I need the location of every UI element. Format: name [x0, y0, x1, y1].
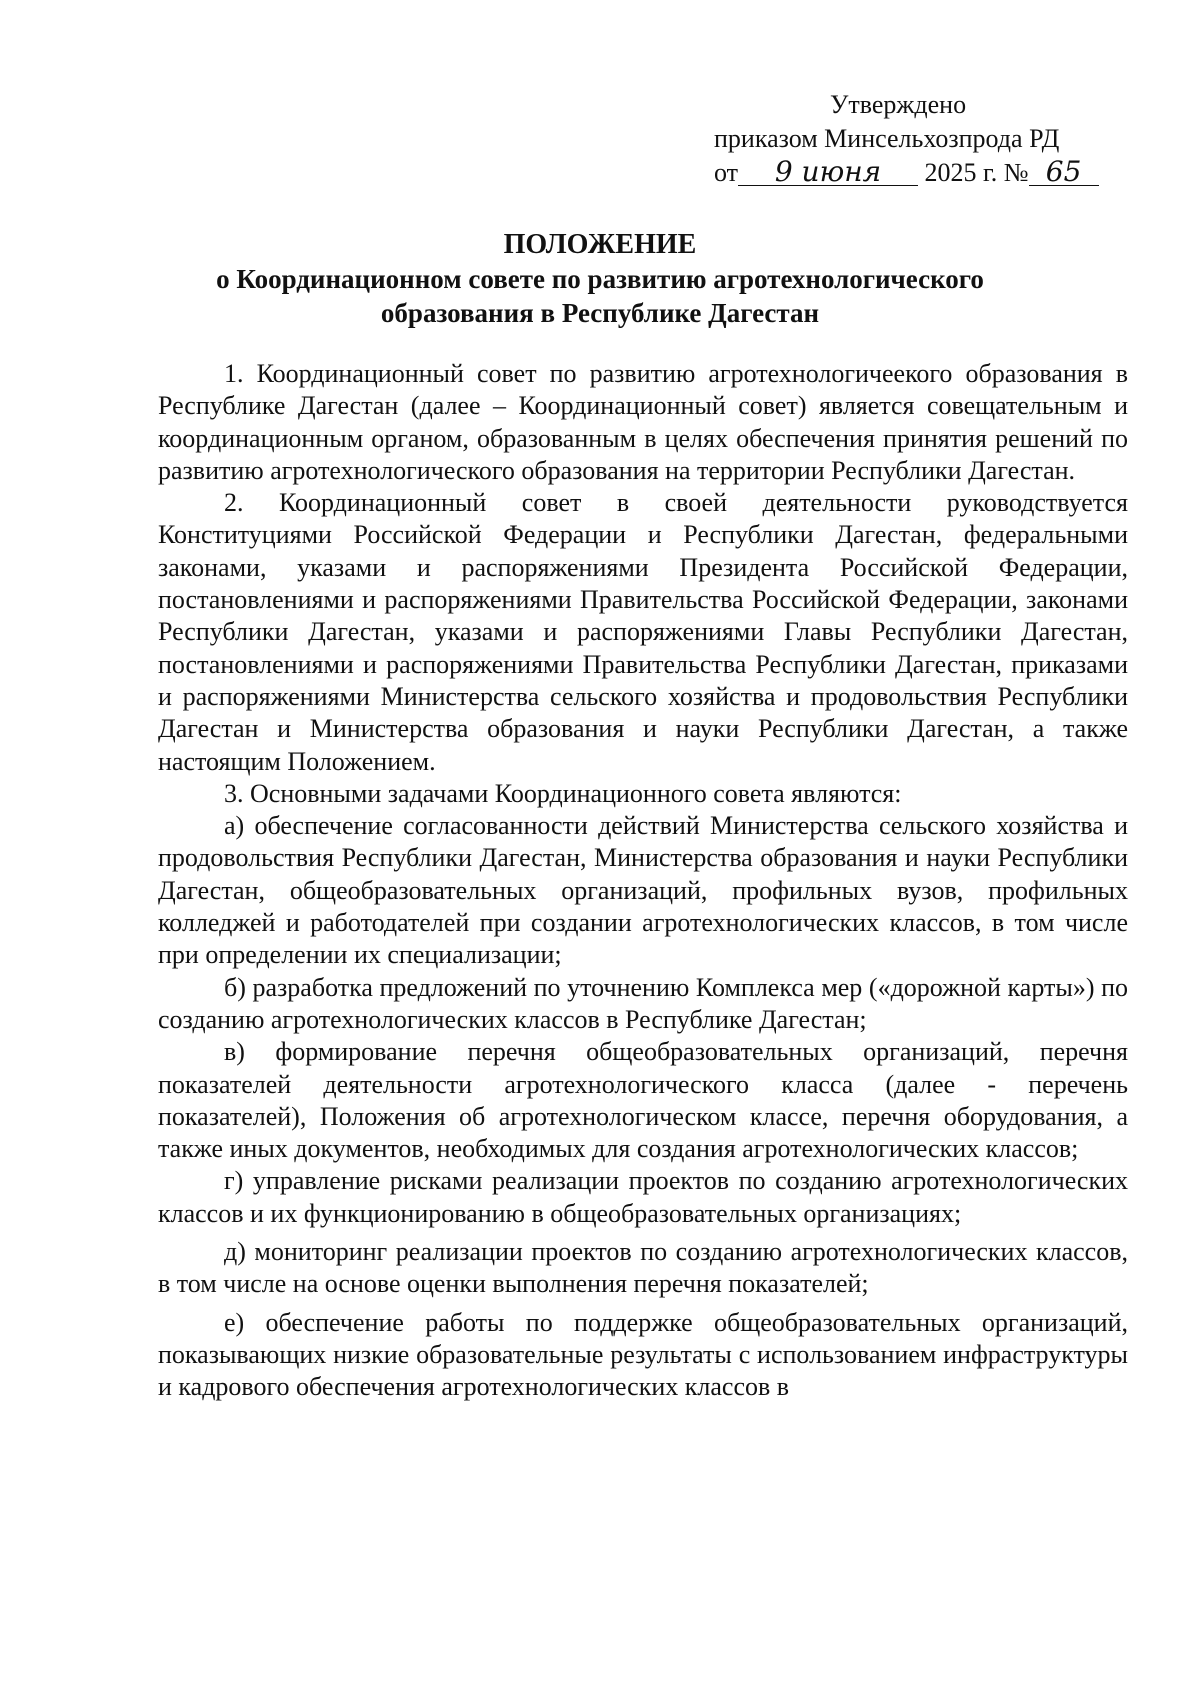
- paragraph-3b: б) разработка предложений по уточнению Комплекса мер («дорожной карты») по созданию агротехнологических классов в Республике Дагестан;: [158, 972, 1128, 1034]
- approval-stamp: [714, 88, 1134, 190]
- approval-year: 2025 г. №: [924, 158, 1029, 187]
- paragraph-3e: е) обеспечение работы по поддержке общеобразовательных организаций, показывающих низкие образовательные результаты с использованием инфраструктуры и кадрового обеспечения агротехнологических классов в: [158, 1307, 1128, 1402]
- paragraph-1: 1. Координационный совет по развитию агротехнологичеекого образования в Республике Дагестан (далее – Координационный совет) является совещательным и координационным органом, образованным в целях обеспечения принятия решений по развитию агротехнологического образования на территории Республики Дагестан.: [158, 359, 1128, 485]
- title-line-3: образования в Республике Дагестан: [380, 298, 820, 328]
- document-body: [158, 358, 1128, 1404]
- paragraph-3: 3. Основными задачами Координационного совета являются:: [224, 778, 902, 808]
- paragraph-3a: а) обеспечение согласованности действий Министерства сельского хозяйства и продовольствия Республики Дагестан, Министерства образования и науки Республики Дагестан, общеобразовательных организаций, профильных вузов, профильных колледжей и работодателей при создании агротехнологических классов, в том числе при определении их специализации;: [158, 811, 1128, 970]
- handwritten-number: 65: [1029, 159, 1099, 186]
- paragraph-3d: д) мониторинг реализации проектов по созданию агротехнологических классов, в том числе на основе оценки выполнения перечня показателей;: [158, 1237, 1128, 1299]
- handwritten-date: 9 июня: [738, 159, 918, 186]
- approval-line-order: приказом Минсельхозпрода РД: [714, 124, 1060, 153]
- approval-date-prefix: от: [714, 158, 739, 187]
- title-main: ПОЛОЖЕНИЕ: [503, 229, 697, 260]
- paragraph-3v: в) формирование перечня общеобразовательных организаций, перечня показателей деятельности агротехнологического класса (далее - перечень показателей), Положения об агротехнологическом классе, перечня оборудования, а также иных документов, необходимых для создания агротехнологических классов;: [158, 1037, 1128, 1164]
- approval-line-date: [714, 156, 1134, 190]
- paragraph-2: 2. Координационный совет в своей деятельности руководствуется Конституциями Российской Федерации и Республики Дагестан, федеральными законами, указами и распоряжениями Президента Российской Федерации, постановлениями и распоряжениями Правительства Российской Федерации, законами Республики Дагестан, указами и распоряжениями Главы Республики Дагестан, постановлениями и распоряжениями Правительства Республики Дагестан, приказами и распоряжениями Министерства сельского хозяйства и продовольствия Республики Дагестан и Министерства образования и науки Республики Дагестан, а также настоящим Положением.: [158, 488, 1128, 776]
- title-line-2: о Координационном совете по развитию агротехнологического: [216, 264, 984, 294]
- document-title: [150, 228, 1050, 330]
- paragraph-3g: г) управление рисками реализации проектов по созданию агротехнологических классов и их функционированию в общеобразовательных организациях;: [158, 1166, 1128, 1228]
- approval-line-approved: Утверждено: [830, 90, 967, 119]
